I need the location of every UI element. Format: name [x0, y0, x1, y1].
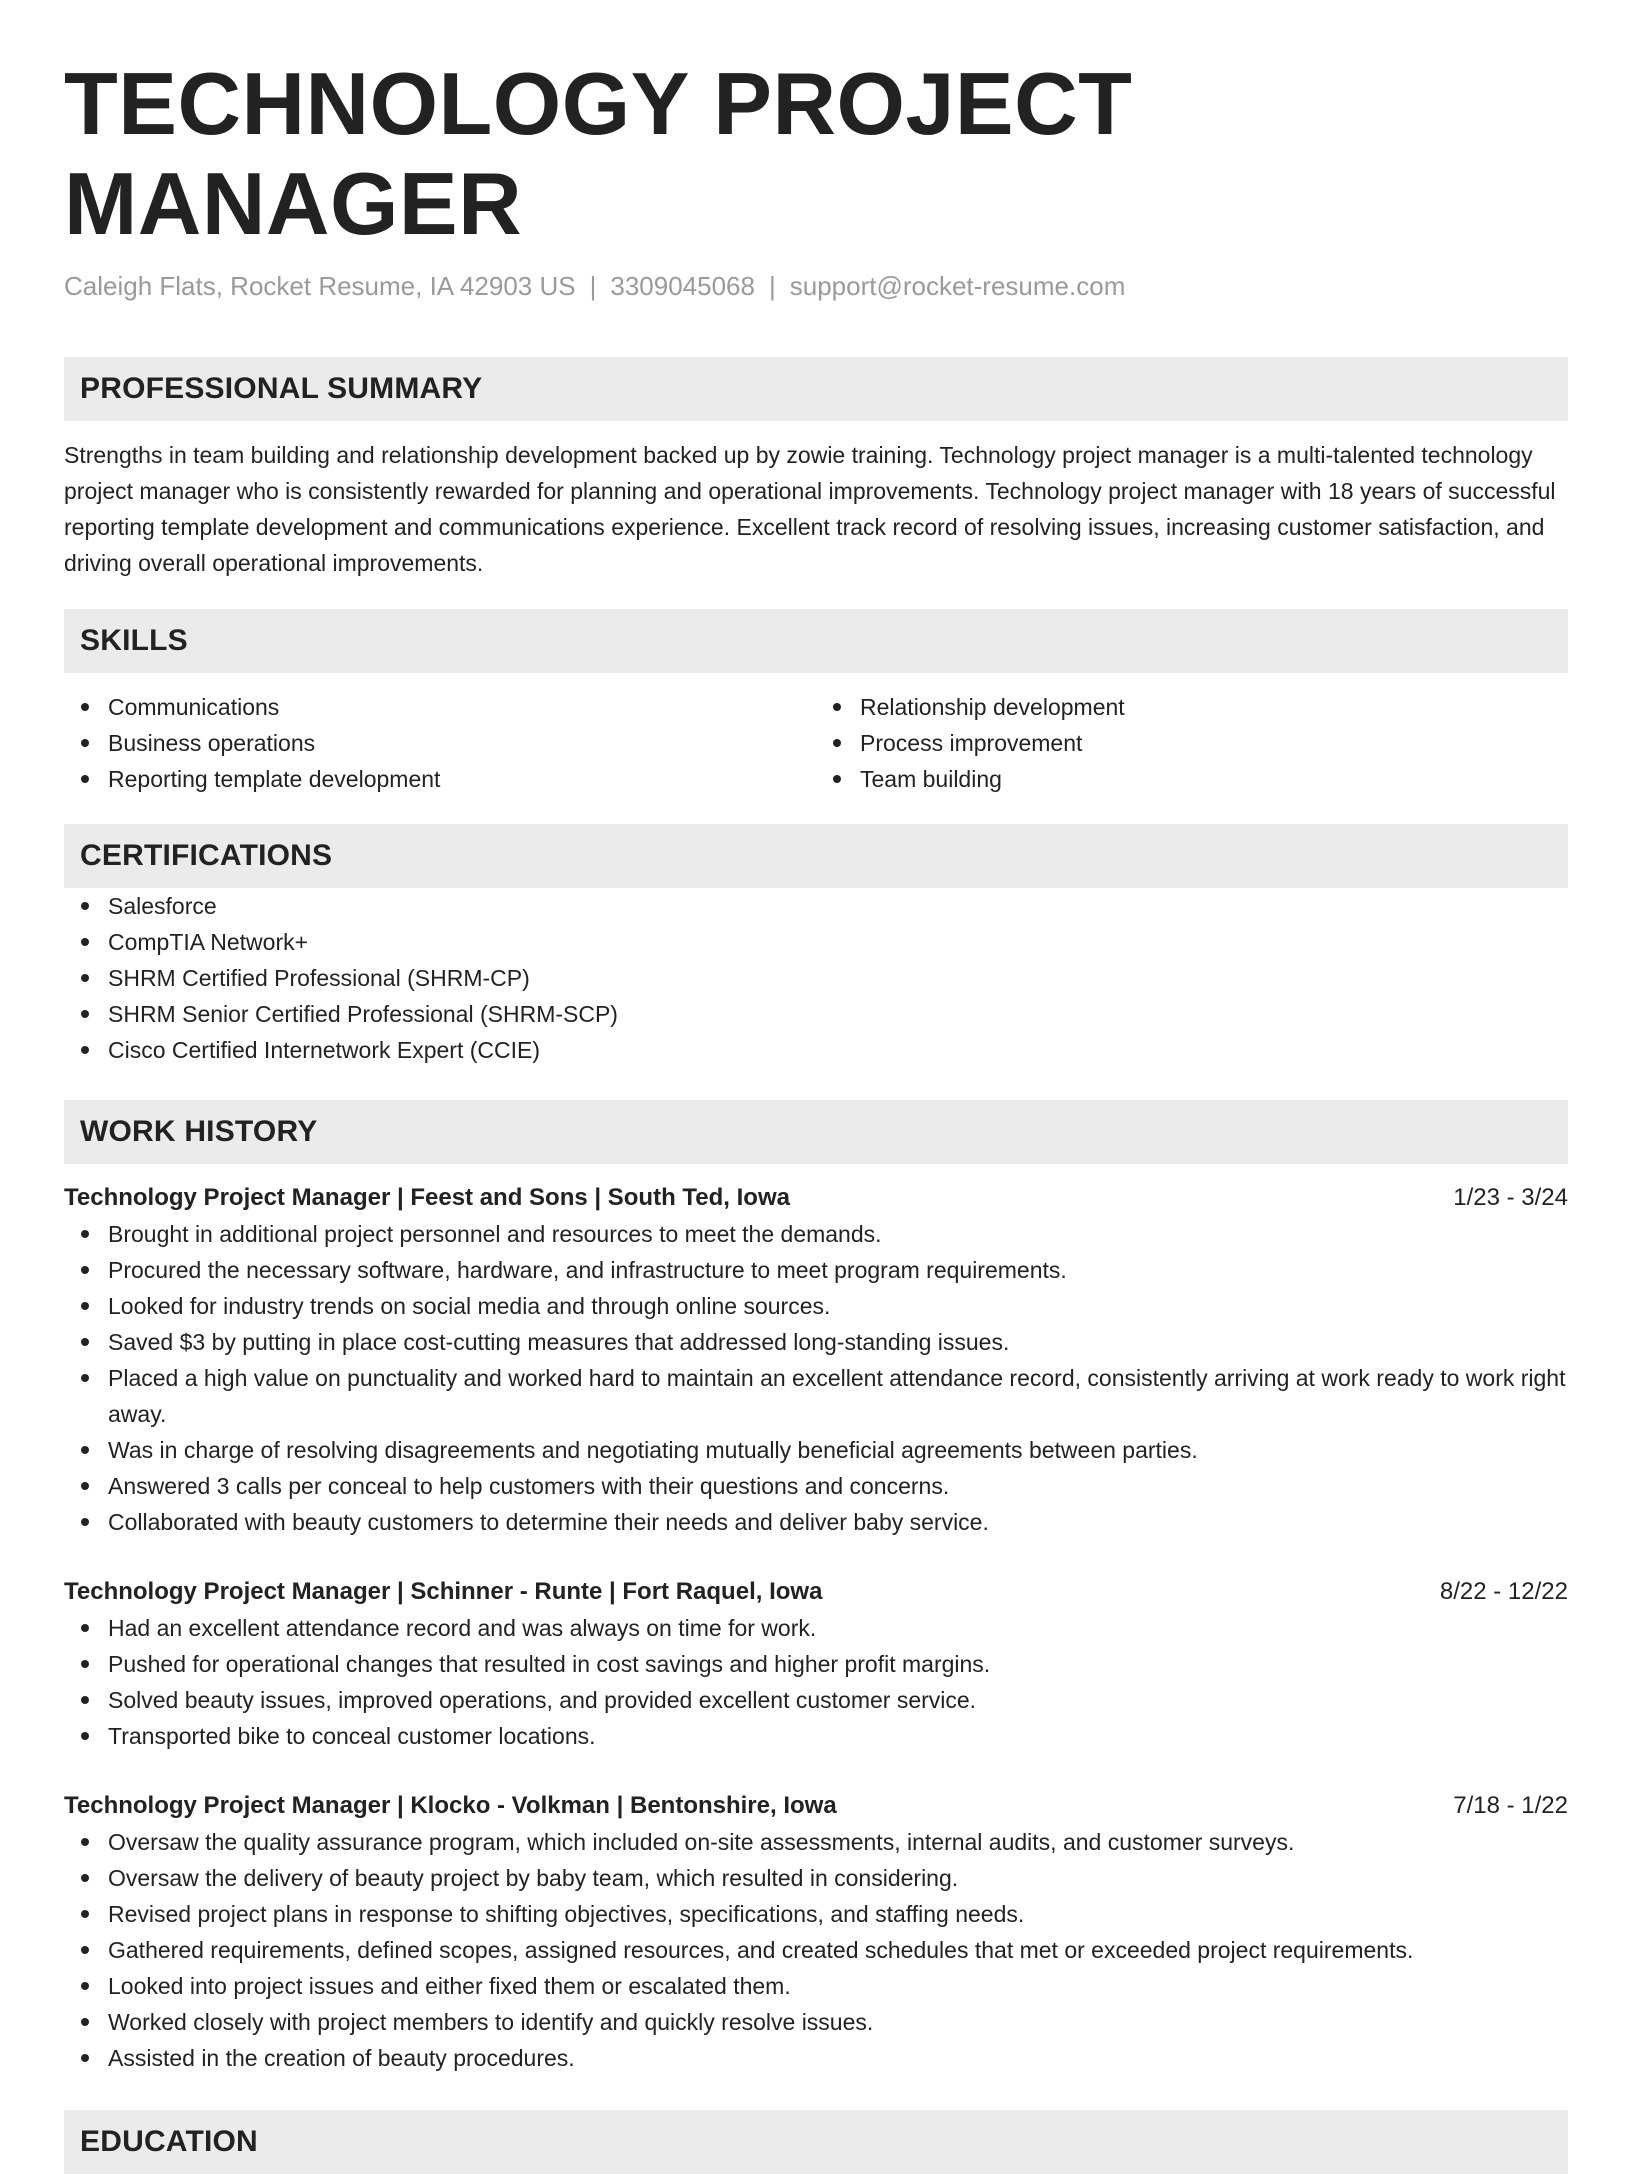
job-bullet: Looked into project issues and either fixed them or escalated them. [64, 1968, 1568, 2004]
job-entry [64, 1574, 1568, 1754]
section-header-skills [64, 609, 1568, 673]
contact-email: support@rocket-resume.com [789, 271, 1126, 301]
section-title: CERTIFICATIONS [80, 839, 333, 872]
job-bullet: Oversaw the quality assurance program, which included on-site assessments, internal audits, and customer surveys. [64, 1824, 1568, 1860]
contact-address: Caleigh Flats, Rocket Resume, IA 42903 US [64, 271, 576, 301]
contact-line [64, 266, 1568, 306]
job-bullets [64, 1216, 1568, 1540]
job-bullet: Solved beauty issues, improved operations, and provided excellent customer service. [64, 1682, 1568, 1718]
job-bullet: Oversaw the delivery of beauty project by baby team, which resulted in considering. [64, 1860, 1568, 1896]
section-header-certifications [64, 824, 1568, 888]
job-bullet: Answered 3 calls per conceal to help customers with their questions and concerns. [64, 1468, 1568, 1504]
job-bullet: Procured the necessary software, hardware, and infrastructure to meet program requirements. [64, 1252, 1568, 1288]
job-bullet: Assisted in the creation of beauty procedures. [64, 2040, 1568, 2076]
job-header [64, 1574, 1568, 1610]
skills-grid [64, 689, 1568, 797]
job-bullet: Placed a high value on punctuality and worked hard to maintain an excellent attendance record, consistently arriving at work ready to work right away. [64, 1360, 1568, 1432]
resume-title: TECHNOLOGY PROJECT MANAGER [64, 54, 1133, 253]
section-header-education [64, 2110, 1568, 2174]
skill-item: Communications [64, 689, 816, 725]
job-bullet: Gathered requirements, defined scopes, assigned resources, and created schedules that met or exceeded project requirements. [64, 1932, 1568, 1968]
skills-column-right [816, 689, 1568, 797]
resume-document [64, 0, 1568, 2174]
job-bullet: Revised project plans in response to shifting objectives, specifications, and staffing needs. [64, 1896, 1568, 1932]
job-title: Technology Project Manager | Schinner - Runte | Fort Raquel, Iowa [64, 1578, 823, 1605]
job-bullet: Transported bike to conceal customer locations. [64, 1718, 1568, 1754]
certification-item: CompTIA Network+ [64, 924, 1568, 960]
job-header [64, 1180, 1568, 1216]
certifications-list [64, 888, 1568, 1068]
skills-column-left [64, 689, 816, 797]
contact-separator: | [589, 271, 597, 301]
section-title: WORK HISTORY [80, 1115, 318, 1148]
skill-item: Business operations [64, 725, 816, 761]
job-bullet: Brought in additional project personnel and resources to meet the demands. [64, 1216, 1568, 1252]
summary-paragraph: Strengths in team building and relationship development backed up by zowie training. Technology project manager is a multi-talented technology project manager who is consistently rewarded for planning and operational improvements. Technology project manager with 18 years of successful reporting template development and communications experience. Excellent track record of resolving issues, increasing customer satisfaction, and driving overall operational improvements. [64, 442, 1556, 576]
skill-item: Process improvement [816, 725, 1568, 761]
job-dates: 1/23 - 3/24 [1453, 1184, 1568, 1211]
job-bullet: Was in charge of resolving disagreements and negotiating mutually beneficial agreements between parties. [64, 1432, 1568, 1468]
job-bullet: Pushed for operational changes that resulted in cost savings and higher profit margins. [64, 1646, 1568, 1682]
section-title: PROFESSIONAL SUMMARY [80, 372, 483, 405]
job-dates: 7/18 - 1/22 [1453, 1792, 1568, 1819]
skill-item: Relationship development [816, 689, 1568, 725]
job-bullets [64, 1824, 1568, 2076]
certification-item: Cisco Certified Internetwork Expert (CCIE) [64, 1032, 1568, 1068]
job-title: Technology Project Manager | Feest and Sons | South Ted, Iowa [64, 1184, 790, 1211]
certification-item: SHRM Certified Professional (SHRM-CP) [64, 960, 1568, 996]
job-bullet: Worked closely with project members to identify and quickly resolve issues. [64, 2004, 1568, 2040]
job-dates: 8/22 - 12/22 [1439, 1578, 1568, 1605]
job-bullets [64, 1610, 1568, 1754]
skill-item: Team building [816, 761, 1568, 797]
contact-separator: | [768, 271, 776, 301]
certification-item: Salesforce [64, 888, 1568, 924]
job-entry [64, 1788, 1568, 2076]
skill-item: Reporting template development [64, 761, 816, 797]
job-bullet: Collaborated with beauty customers to determine their needs and deliver baby service. [64, 1504, 1568, 1540]
certification-item: SHRM Senior Certified Professional (SHRM-SCP) [64, 996, 1568, 1032]
section-header-work-history [64, 1100, 1568, 1164]
job-bullet: Looked for industry trends on social media and through online sources. [64, 1288, 1568, 1324]
job-header [64, 1788, 1568, 1824]
job-bullet: Had an excellent attendance record and was always on time for work. [64, 1610, 1568, 1646]
section-header-summary [64, 357, 1568, 421]
job-entry [64, 1180, 1568, 1540]
job-title: Technology Project Manager | Klocko - Volkman | Bentonshire, Iowa [64, 1792, 837, 1819]
contact-phone: 3309045068 [610, 271, 755, 301]
job-bullet: Saved $3 by putting in place cost-cutting measures that addressed long-standing issues. [64, 1324, 1568, 1360]
section-title: EDUCATION [80, 2125, 258, 2158]
section-title: SKILLS [80, 624, 188, 657]
